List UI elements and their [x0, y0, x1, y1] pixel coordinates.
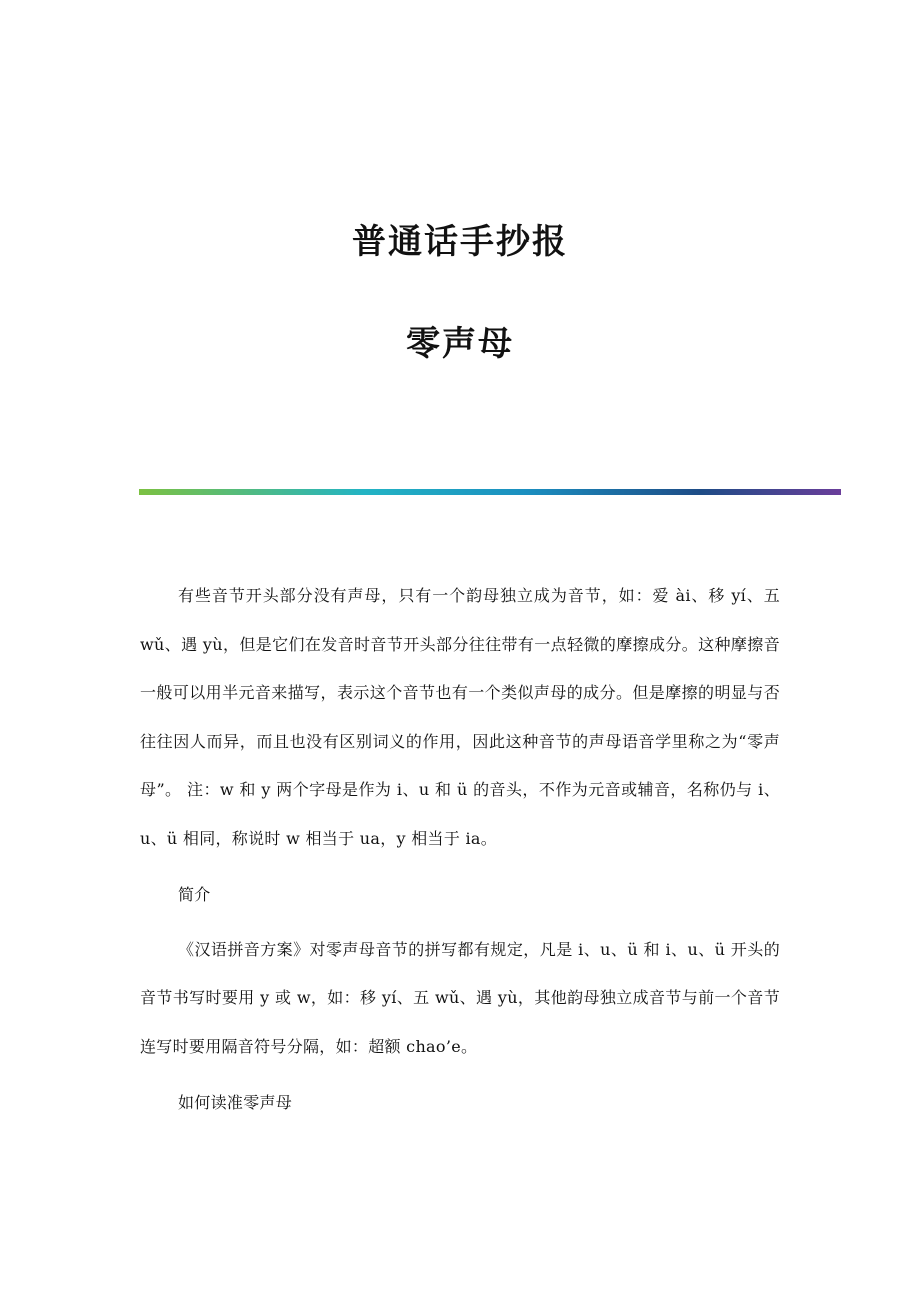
- document-body: [140, 572, 780, 1134]
- document-subtitle: 零声母: [406, 324, 514, 364]
- gradient-divider: [139, 489, 841, 495]
- section-paragraph-intro: 《汉语拼音方案》对零声母音节的拼写都有规定，凡是 i、u、ü 和 i、u、ü 开头的音节书写时要用 y 或 w，如：移 yí、五 wǔ、遇 yù，其他韵母独立成音节与前一个音节连写时要用隔音符号分隔，如：超额 chao’e。: [140, 939, 780, 1056]
- intro-paragraph: 有些音节开头部分没有声母，只有一个韵母独立成为音节，如：爱 ài、移 yí、五 wǔ、遇 yù，但是它们在发音时音节开头部分往往带有一点轻微的摩擦成分。这种摩擦音一般可以用半元音来描写，表示这个音节也有一个类似声母的成分。但是摩擦的明显与否往往因人而异，而且也没有区别词义的作用，因此这种音节的声母语音学里称之为“零声母”。 注：w 和 y 两个字母是作为 i、u 和 ü 的音头，不作为元音或辅音，名称仍与 i、u、ü 相同，称说时 w 相当于 ua，y 相当于 ia。: [140, 586, 780, 848]
- section-heading-howto: 如何读准零声母: [178, 1093, 293, 1112]
- document-title: 普通话手抄报: [352, 222, 568, 262]
- section-heading-intro: 简介: [178, 885, 211, 904]
